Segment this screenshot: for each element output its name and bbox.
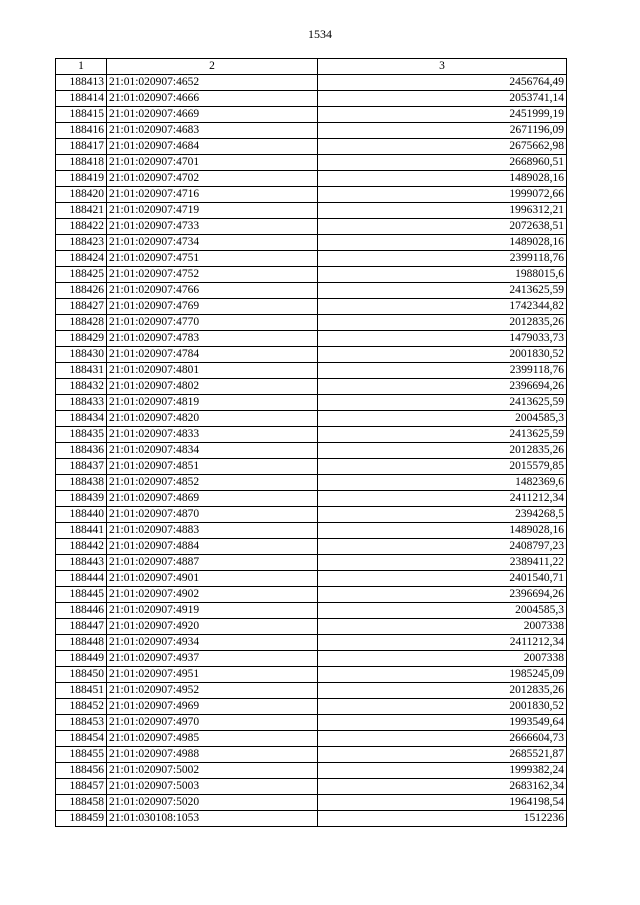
value-cell: 2001830,52 <box>318 699 567 715</box>
value-cell: 2001830,52 <box>318 347 567 363</box>
value-cell: 2012835,26 <box>318 315 567 331</box>
cadastral-number-cell: 21:01:020907:4833 <box>107 427 318 443</box>
cadastral-number-cell: 21:01:020907:4988 <box>107 747 318 763</box>
row-number-cell: 188446 <box>56 603 107 619</box>
value-cell: 2399118,76 <box>318 251 567 267</box>
row-number-cell: 188423 <box>56 235 107 251</box>
value-cell: 2666604,73 <box>318 731 567 747</box>
row-number-cell: 188429 <box>56 331 107 347</box>
table-row <box>56 443 567 459</box>
cadastral-number-cell: 21:01:020907:4820 <box>107 411 318 427</box>
table-row <box>56 347 567 363</box>
cadastral-number-cell: 21:01:020907:4934 <box>107 635 318 651</box>
value-cell: 2413625,59 <box>318 283 567 299</box>
table-row <box>56 379 567 395</box>
value-cell: 2685521,87 <box>318 747 567 763</box>
row-number-cell: 188448 <box>56 635 107 651</box>
row-number-cell: 188439 <box>56 491 107 507</box>
value-cell: 2413625,59 <box>318 427 567 443</box>
cadastral-number-cell: 21:01:020907:4652 <box>107 75 318 91</box>
value-cell: 1489028,16 <box>318 235 567 251</box>
row-number-cell: 188453 <box>56 715 107 731</box>
row-number-cell: 188433 <box>56 395 107 411</box>
table-row <box>56 459 567 475</box>
value-cell: 1482369,6 <box>318 475 567 491</box>
row-number-cell: 188450 <box>56 667 107 683</box>
table-row <box>56 763 567 779</box>
table-row <box>56 171 567 187</box>
cadastral-number-cell: 21:01:020907:4733 <box>107 219 318 235</box>
cadastral-number-cell: 21:01:020907:4783 <box>107 331 318 347</box>
value-cell: 2411212,34 <box>318 491 567 507</box>
cadastral-number-cell: 21:01:030108:1053 <box>107 811 318 827</box>
table-row <box>56 363 567 379</box>
table-row <box>56 203 567 219</box>
cadastral-number-cell: 21:01:020907:4969 <box>107 699 318 715</box>
table-row <box>56 235 567 251</box>
value-cell: 1996312,21 <box>318 203 567 219</box>
column-header-3: 3 <box>318 59 567 75</box>
value-cell: 2668960,51 <box>318 155 567 171</box>
cadastral-number-cell: 21:01:020907:4683 <box>107 123 318 139</box>
cadastral-number-cell: 21:01:020907:4902 <box>107 587 318 603</box>
cadastral-number-cell: 21:01:020907:4952 <box>107 683 318 699</box>
cadastral-number-cell: 21:01:020907:4920 <box>107 619 318 635</box>
table-row <box>56 75 567 91</box>
cadastral-number-cell: 21:01:020907:4669 <box>107 107 318 123</box>
row-number-cell: 188427 <box>56 299 107 315</box>
table-row <box>56 123 567 139</box>
cadastral-number-cell: 21:01:020907:4769 <box>107 299 318 315</box>
row-number-cell: 188435 <box>56 427 107 443</box>
table-row <box>56 747 567 763</box>
row-number-cell: 188437 <box>56 459 107 475</box>
value-cell: 1489028,16 <box>318 171 567 187</box>
row-number-cell: 188456 <box>56 763 107 779</box>
table-row <box>56 267 567 283</box>
row-number-cell: 188414 <box>56 91 107 107</box>
cadastral-number-cell: 21:01:020907:4901 <box>107 571 318 587</box>
cadastral-number-cell: 21:01:020907:4770 <box>107 315 318 331</box>
value-cell: 1479033,73 <box>318 331 567 347</box>
table-row <box>56 251 567 267</box>
row-number-cell: 188457 <box>56 779 107 795</box>
cadastral-number-cell: 21:01:020907:4784 <box>107 347 318 363</box>
row-number-cell: 188418 <box>56 155 107 171</box>
row-number-cell: 188445 <box>56 587 107 603</box>
value-cell: 1964198,54 <box>318 795 567 811</box>
row-number-cell: 188441 <box>56 523 107 539</box>
row-number-cell: 188413 <box>56 75 107 91</box>
row-number-cell: 188421 <box>56 203 107 219</box>
value-cell: 2004585,3 <box>318 411 567 427</box>
table-row <box>56 475 567 491</box>
table-row <box>56 331 567 347</box>
row-number-cell: 188417 <box>56 139 107 155</box>
row-number-cell: 188434 <box>56 411 107 427</box>
row-number-cell: 188452 <box>56 699 107 715</box>
value-cell: 2675662,98 <box>318 139 567 155</box>
table-row <box>56 683 567 699</box>
value-cell: 2411212,34 <box>318 635 567 651</box>
cadastral-number-cell: 21:01:020907:4666 <box>107 91 318 107</box>
table-row <box>56 427 567 443</box>
row-number-cell: 188459 <box>56 811 107 827</box>
row-number-cell: 188454 <box>56 731 107 747</box>
table-row <box>56 715 567 731</box>
value-cell: 1999072,66 <box>318 187 567 203</box>
value-cell: 2683162,34 <box>318 779 567 795</box>
value-cell: 2451999,19 <box>318 107 567 123</box>
value-cell: 2012835,26 <box>318 443 567 459</box>
row-number-cell: 188455 <box>56 747 107 763</box>
cadastral-number-cell: 21:01:020907:4734 <box>107 235 318 251</box>
value-cell: 1999382,24 <box>318 763 567 779</box>
cadastral-number-cell: 21:01:020907:4702 <box>107 171 318 187</box>
cadastral-number-cell: 21:01:020907:4887 <box>107 555 318 571</box>
table-row <box>56 603 567 619</box>
cadastral-number-cell: 21:01:020907:4851 <box>107 459 318 475</box>
value-cell: 2408797,23 <box>318 539 567 555</box>
table-row <box>56 555 567 571</box>
value-cell: 1988015,6 <box>318 267 567 283</box>
table-row <box>56 667 567 683</box>
cadastral-number-cell: 21:01:020907:4719 <box>107 203 318 219</box>
cadastral-number-cell: 21:01:020907:4884 <box>107 539 318 555</box>
table-row <box>56 587 567 603</box>
cadastral-number-cell: 21:01:020907:4870 <box>107 507 318 523</box>
row-number-cell: 188438 <box>56 475 107 491</box>
table-row <box>56 635 567 651</box>
cadastral-number-cell: 21:01:020907:4802 <box>107 379 318 395</box>
table-row <box>56 507 567 523</box>
value-cell: 2401540,71 <box>318 571 567 587</box>
row-number-cell: 188420 <box>56 187 107 203</box>
cadastral-number-cell: 21:01:020907:5003 <box>107 779 318 795</box>
page-number: 1534 <box>308 27 332 41</box>
cadastral-number-cell: 21:01:020907:4819 <box>107 395 318 411</box>
row-number-cell: 188432 <box>56 379 107 395</box>
row-number-cell: 188458 <box>56 795 107 811</box>
table-row <box>56 491 567 507</box>
cadastral-number-cell: 21:01:020907:4937 <box>107 651 318 667</box>
table-row <box>56 699 567 715</box>
cadastral-number-cell: 21:01:020907:4834 <box>107 443 318 459</box>
value-cell: 2007338 <box>318 651 567 667</box>
row-number-cell: 188419 <box>56 171 107 187</box>
value-cell: 1993549,64 <box>318 715 567 731</box>
value-cell: 1985245,09 <box>318 667 567 683</box>
table-row <box>56 811 567 827</box>
table-header <box>56 59 567 75</box>
cadastral-number-cell: 21:01:020907:5020 <box>107 795 318 811</box>
value-cell: 2399118,76 <box>318 363 567 379</box>
cadastral-number-cell: 21:01:020907:4752 <box>107 267 318 283</box>
row-number-cell: 188440 <box>56 507 107 523</box>
cadastral-number-cell: 21:01:020907:4684 <box>107 139 318 155</box>
value-cell: 2072638,51 <box>318 219 567 235</box>
cadastral-number-cell: 21:01:020907:4883 <box>107 523 318 539</box>
cadastral-number-cell: 21:01:020907:4919 <box>107 603 318 619</box>
table-row <box>56 155 567 171</box>
value-cell: 2413625,59 <box>318 395 567 411</box>
row-number-cell: 188442 <box>56 539 107 555</box>
value-cell: 1512236 <box>318 811 567 827</box>
cadastral-number-cell: 21:01:020907:4766 <box>107 283 318 299</box>
value-cell: 2396694,26 <box>318 587 567 603</box>
cadastral-number-cell: 21:01:020907:4751 <box>107 251 318 267</box>
row-number-cell: 188443 <box>56 555 107 571</box>
row-number-cell: 188436 <box>56 443 107 459</box>
row-number-cell: 188424 <box>56 251 107 267</box>
row-number-cell: 188447 <box>56 619 107 635</box>
row-number-cell: 188425 <box>56 267 107 283</box>
row-number-cell: 188431 <box>56 363 107 379</box>
value-cell: 2004585,3 <box>318 603 567 619</box>
table-row <box>56 571 567 587</box>
cadastral-number-cell: 21:01:020907:4852 <box>107 475 318 491</box>
cadastral-number-cell: 21:01:020907:4716 <box>107 187 318 203</box>
cadastral-number-cell: 21:01:020907:4985 <box>107 731 318 747</box>
value-cell: 2012835,26 <box>318 683 567 699</box>
value-cell: 2015579,85 <box>318 459 567 475</box>
value-cell: 2456764,49 <box>318 75 567 91</box>
row-number-cell: 188416 <box>56 123 107 139</box>
table-row <box>56 779 567 795</box>
cadastral-number-cell: 21:01:020907:4869 <box>107 491 318 507</box>
header-row <box>56 59 567 75</box>
value-cell: 1489028,16 <box>318 523 567 539</box>
cadastral-number-cell: 21:01:020907:4951 <box>107 667 318 683</box>
table-row <box>56 411 567 427</box>
row-number-cell: 188422 <box>56 219 107 235</box>
table-row <box>56 795 567 811</box>
table-row <box>56 219 567 235</box>
cadastral-number-cell: 21:01:020907:4701 <box>107 155 318 171</box>
table-row <box>56 651 567 667</box>
table-row <box>56 315 567 331</box>
column-header-2: 2 <box>107 59 318 75</box>
table-row <box>56 299 567 315</box>
table-row <box>56 283 567 299</box>
table-row <box>56 619 567 635</box>
row-number-cell: 188430 <box>56 347 107 363</box>
row-number-cell: 188451 <box>56 683 107 699</box>
column-header-1: 1 <box>56 59 107 75</box>
row-number-cell: 188426 <box>56 283 107 299</box>
row-number-cell: 188449 <box>56 651 107 667</box>
value-cell: 2671196,09 <box>318 123 567 139</box>
value-cell: 2396694,26 <box>318 379 567 395</box>
row-number-cell: 188415 <box>56 107 107 123</box>
table-row <box>56 539 567 555</box>
table-body <box>56 75 567 827</box>
table-row <box>56 395 567 411</box>
value-cell: 2053741,14 <box>318 91 567 107</box>
row-number-cell: 188428 <box>56 315 107 331</box>
value-cell: 2389411,22 <box>318 555 567 571</box>
cadastral-value-table <box>55 58 567 827</box>
cadastral-number-cell: 21:01:020907:5002 <box>107 763 318 779</box>
table-row <box>56 523 567 539</box>
table-row <box>56 139 567 155</box>
row-number-cell: 188444 <box>56 571 107 587</box>
table-row <box>56 107 567 123</box>
value-cell: 2394268,5 <box>318 507 567 523</box>
table-row <box>56 187 567 203</box>
cadastral-number-cell: 21:01:020907:4970 <box>107 715 318 731</box>
table-row <box>56 91 567 107</box>
table-row <box>56 731 567 747</box>
value-cell: 2007338 <box>318 619 567 635</box>
cadastral-number-cell: 21:01:020907:4801 <box>107 363 318 379</box>
value-cell: 1742344,82 <box>318 299 567 315</box>
